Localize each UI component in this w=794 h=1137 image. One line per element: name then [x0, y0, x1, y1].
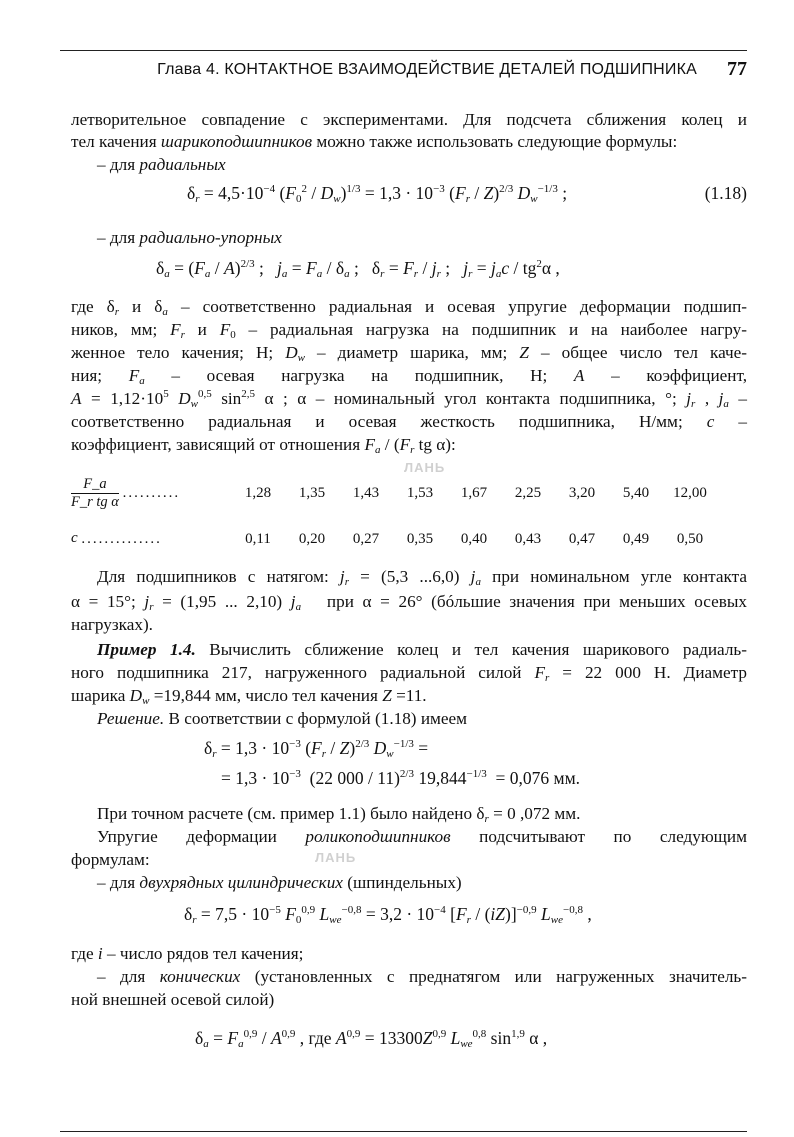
coefficient-table — [71, 470, 717, 562]
table-cell: 2,25 — [514, 484, 542, 501]
table-cell: 1,67 — [460, 484, 488, 501]
paragraph-intro: летворительное совпадение с экспериментами. Для подсчета сближения колец и — [71, 110, 747, 129]
ratio-denominator: F_r tg α — [71, 493, 119, 510]
formula-angular: $\delta_a = (F_a / A)^{2/3}$ ; $j_a = F_a / \delta_a$ ; $\delta_r = F_r / j_r$ ; $j_r = j_ac / tg^2\alpha$ , — [156, 258, 560, 280]
publisher-watermark: ЛАНЬ — [315, 850, 357, 865]
table-cell: 0,43 — [514, 530, 542, 547]
table-cell: 1,43 — [352, 484, 380, 501]
c-label: c — [71, 530, 78, 547]
ratio-numerator: F_a — [71, 476, 119, 494]
table-cell: 0,11 — [245, 530, 271, 547]
preload-paragraph-2: α = 15°; $j_r = (1,95$ ... 2,10) $j_a$ при α = 26° (бóльшие значения при меньших осевых — [71, 592, 748, 613]
definitions-5: $A = 1,12\cdot 10^5$ $D_w^{0,5}$ $\sin^{2,5} \alpha$ ; α – номинальный угол контакта подшипника, °; $j_r$ , $j_a$ – — [71, 388, 747, 410]
table-cell: 0,50 — [676, 530, 704, 547]
table-cell: 12,00 — [673, 484, 707, 501]
example-1-4-2: ного подшипника 217, нагруженного радиальной силой $F_r = 22$ 000 Н. Диаметр — [71, 663, 747, 684]
definitions-2: ников, мм; $F_r$ и $F_0$ – радиальная нагрузка на подшипник и на наиболее нагру- — [71, 320, 747, 341]
page-header — [60, 50, 747, 81]
table-cell: 0,47 — [568, 530, 596, 547]
roller-intro-1: Упругие деформации роликоподшипников подсчитывают по следующим — [97, 827, 747, 846]
table-cell: 0,40 — [460, 530, 488, 547]
table-row — [71, 516, 717, 562]
roller-intro-2: формулам: — [71, 850, 150, 869]
equation-number: (1.18) — [704, 183, 747, 203]
table-cell: 1,53 — [406, 484, 434, 501]
leader-dots: .......... — [122, 484, 181, 501]
formula-conical: $\delta_a = F_a^{0,9} / A^{0,9}$ , где $A^{0,9} = 13300Z^{0,9}$ $L_{we}^{0,8}$ $\sin^{1,9} \alpha$ , — [195, 1028, 548, 1050]
definitions-7: коэффициент, зависящий от отношения $F_a / (F_r$ tg α): — [71, 435, 456, 456]
case-radial: – для радиальных — [97, 155, 226, 174]
preload-paragraph-1: Для подшипников с натягом: $j_r = (5,3$ ...6,0) $j_a$ при номинальном угле контакта — [97, 567, 747, 588]
definitions-3: женное тело качения; Н; $D_w$ – диаметр шарика, мм; Z – общее число тел каче- — [71, 343, 748, 364]
footer-rule — [60, 1131, 747, 1132]
table-cell: 1,35 — [298, 484, 326, 501]
table-cell: 5,40 — [622, 484, 650, 501]
case-angular: – для радиально-упорных — [97, 228, 282, 247]
table-cell: 3,20 — [568, 484, 596, 501]
solution-intro: Решение. В соответствии с формулой (1.18) имеем — [97, 709, 468, 728]
formula-cylindrical: $\delta_r = 7,5 \cdot 10^{-5}$ $F_0^{0,9}$ $L_{we}^{-0,8} = 3,2 \cdot 10^{-4}$ $[F_r / (iZ)]^{-0,9}$ $L_{we}^{-0,8}$ , — [184, 904, 592, 926]
table-cell: 0,27 — [352, 530, 380, 547]
example-1-4-3: шарика $D_w =19,844$ мм, число тел качения Z =11. — [71, 686, 427, 707]
page-number: 77 — [727, 58, 747, 80]
table-row — [71, 470, 717, 516]
case-conical-2: ной внешней осевой силой) — [71, 990, 275, 1009]
publisher-watermark: ЛАНЬ — [404, 460, 446, 475]
leader-dots: .............. — [81, 530, 162, 547]
table-cell: 0,35 — [406, 530, 434, 547]
i-definition: где i – число рядов тел качения; — [71, 944, 304, 963]
chapter-title: Глава 4. КОНТАКТНОЕ ВЗАИМОДЕЙСТВИЕ ДЕТАЛЕЙ ПОДШИПНИКА — [157, 61, 697, 78]
table-cell: 1,28 — [244, 484, 272, 501]
definitions-1: где $\delta_r$ и $\delta_a$ – соответственно радиальная и осевая упругие деформации подшип- — [71, 297, 748, 318]
example-1-4-1: Пример 1.4. Вычислить сближение колец и тел качения шарикового радиаль- — [97, 640, 747, 659]
definitions-6: соответственно радиальная и осевая жесткость подшипника, Н/мм; c – — [71, 412, 748, 431]
formula-1-18: $\delta_r = 4,5\cdot 10^{-4}$ $(F_0^2 / D_w)^{1/3} = 1,3 \cdot 10^{-3}$ $(F_r / Z)^{2/3}$ $D_w^{-1/3}$ ; — [187, 183, 568, 205]
table-cell: 0,49 — [622, 530, 650, 547]
table-cell: 0,20 — [298, 530, 326, 547]
case-conical-1: – для конических (установленных с преднатягом или нагруженных значитель- — [97, 967, 747, 986]
case-cylindrical: – для двухрядных цилиндрических (шпиндельных) — [97, 873, 462, 892]
solution-formula-1: $\delta_r = 1,3 \cdot 10^{-3}$ $(F_r / Z)^{2/3}$ $D_w^{-1/3}$ = — [204, 738, 429, 760]
preload-paragraph-3: нагрузках). — [71, 615, 153, 634]
paragraph-intro-2: тел качения шарикоподшипников можно также использовать следующие формулы: — [71, 132, 678, 151]
exact-calc-note: При точном расчете (см. пример 1.1) было найдено $\delta_r = 0$ ,072 мм. — [97, 804, 581, 825]
solution-formula-2: = $1,3 \cdot 10^{-3}$ (22 000 / 11)$^{2/3}$ $19,844^{-1/3} = 0,076$ мм. — [221, 768, 581, 788]
definitions-4: ния; $F_a$ – осевая нагрузка на подшипник, Н; A – коэффициент, — [71, 366, 747, 387]
ratio-label — [71, 476, 119, 511]
